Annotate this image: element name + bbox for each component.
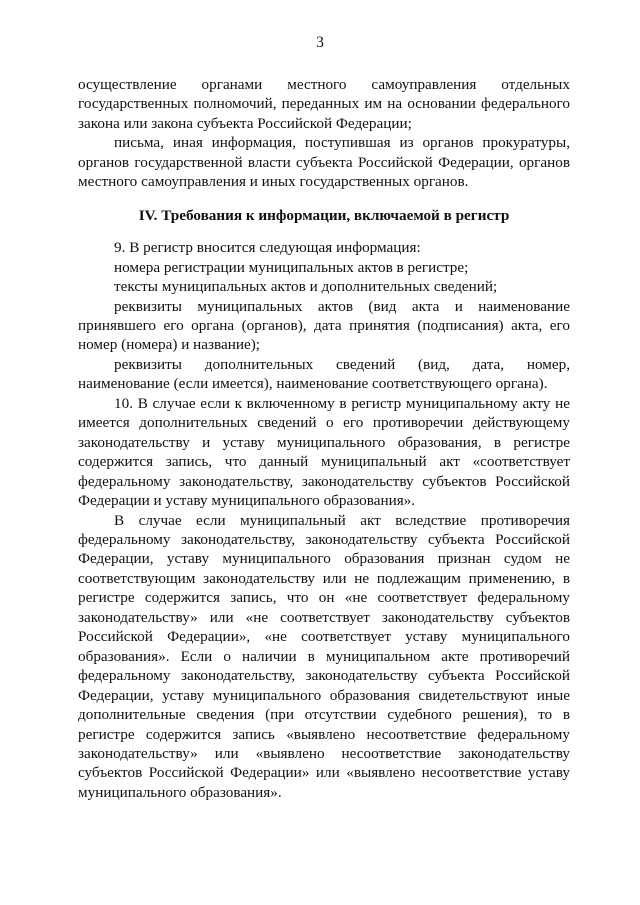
paragraph: 9. В регистр вносится следующая информация:	[114, 239, 421, 257]
page-number: 3	[316, 34, 324, 51]
paragraph: осуществление органами местного самоуправления отдельных государственных полномочий, переданных им на основании федерального закона или закона субъекта Российской Федерации;	[78, 76, 570, 132]
paragraph: тексты муниципальных актов и дополнительных сведений;	[114, 278, 498, 296]
paragraph: реквизиты муниципальных актов (вид акта и наименование принявшего его органа (органов), дата принятия (подписания) акта, его номер (номера) и название);	[78, 297, 570, 354]
document-body	[78, 75, 570, 802]
section-heading: IV. Требования к информации, включаемой в регистр	[138, 206, 510, 224]
paragraph: номера регистрации муниципальных актов в регистре;	[114, 258, 469, 276]
spacer	[78, 192, 570, 206]
spacer	[78, 225, 570, 238]
paragraph: письма, иная информация, поступившая из органов прокуратуры, органов государственной власти субъекта Российской Федерации, органов местного самоуправления и иных государственных органов.	[78, 134, 570, 191]
paragraph: 10. В случае если к включенному в регистр муниципальному акту не имеется дополнительных сведений о его противоречии действующему законодательству и уставу муниципального образования, в регистре содержится запись, что данный муниципальный акт «соответствует федеральному законодательству, законодательству субъектов Российской Федерации и уставу муниципального образования».	[78, 394, 570, 510]
paragraph: В случае если муниципальный акт вследствие противоречия федеральному законодательству, законодательству субъекта Российской Федерации, уставу муниципального образования признан судом не соответствующим законодательству или не подлежащим применению, в регистре содержится запись, что он «не соответствует федеральному законодательству» или «не соответствует законодательству субъектов Российской Федерации», «не соответствует уставу муниципального образования». Если о наличии в муниципальном акте противоречий федеральному законодательству, законодательству субъекта Российской Федерации, уставу муниципального образования свидетельствуют иные дополнительные сведения (при отсутствии судебного решения), то в регистре содержится запись «выявлено несоответствие федеральному законодательству» или «выявлено несоответствие законодательству субъектов Российской Федерации» или «выявлено несоответствие уставу муниципального образования».	[78, 511, 570, 801]
paragraph: реквизиты дополнительных сведений (вид, дата, номер, наименование (если имеется), наименование соответствующего органа).	[78, 355, 570, 393]
